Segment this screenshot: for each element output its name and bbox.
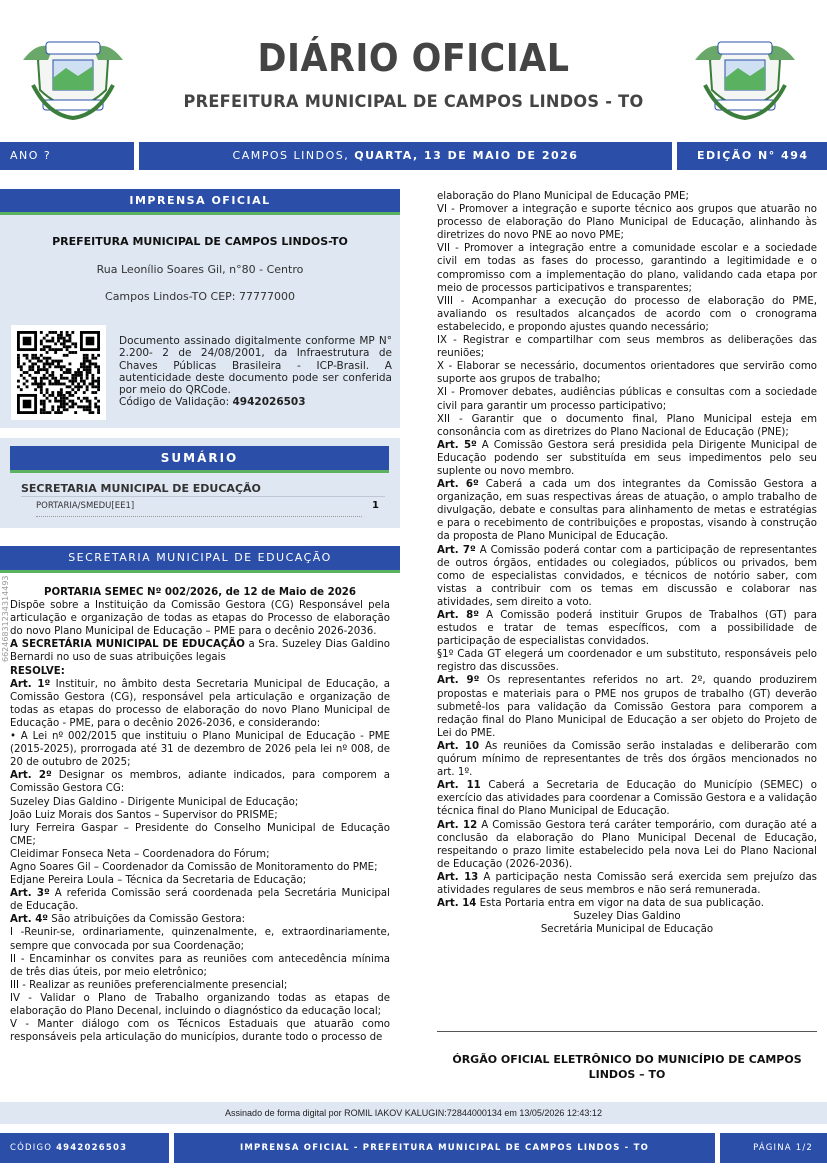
imprensa-name: PREFEITURA MUNICIPAL DE CAMPOS LINDOS-TO: [52, 235, 348, 248]
article-text: A referida Comissão será coordenada pela Secretária Municipal de Educação.: [10, 888, 390, 913]
page-title: DIÁRIO OFICIAL: [257, 36, 570, 80]
article-label: Art. 14: [437, 898, 477, 910]
article-text: Designar os membros, adiante indicados, para comporem a Comissão Gestora CG:: [10, 770, 390, 795]
list-item: elaboração do Plano Municipal de Educação PME;: [437, 191, 689, 202]
organ-label: ÓRGÃO OFICIAL ELETRÔNICO DO MUNICÍPIO DE CAMPOS LINDOS – TO: [452, 1053, 802, 1081]
list-item: VII - Promover a integração entre a comunidade escolar e a sociedade civil em todas as fases do processo, garantindo a legitimidade e o compromisso com a implementação do plano, validando cada etapa por meio de processos participativos e transparentes;: [437, 243, 817, 294]
article-8: [437, 609, 817, 648]
article-8-paragraph: §1º Cada GT elegerá um coordenador e um substituto, responsáveis pelo registro das discussões.: [437, 649, 817, 674]
article-label: Art. 9º: [437, 675, 480, 687]
document-column-left: [10, 586, 390, 1044]
vertical-code: 66246831234314493: [1, 575, 10, 662]
list-item: VI - Promover a integração e suporte técnico aos grupos que atuarão no processo de elaboração do Plano Municipal de Educação, alinhando às diretrizes do novo PNE ao novo PME;: [437, 204, 817, 242]
list-item: XII - Garantir que o documento final, Plano Municipal esteja em consonância com as diretrizes do Plano Nacional de Educação (PNE);: [437, 413, 817, 438]
section-heading: SECRETARIA MUNICIPAL DE EDUCAÇÃO: [0, 546, 400, 573]
digital-signature-line: Assinado de forma digital por ROMIL IAKOV KALUGIN:72844000134 em 13/05/2026 12:43:12: [0, 1102, 827, 1124]
list-item: IX - Registrar e compartilhar com seus membros as deliberações das reuniões;: [437, 335, 817, 360]
article-label: Art. 5º: [437, 439, 477, 451]
article-9: [437, 674, 817, 739]
article-12: [437, 819, 817, 871]
document-column-right: [437, 190, 817, 936]
summary-section: SECRETARIA MUNICIPAL DE EDUCAÇÃO: [21, 482, 261, 495]
article-6: [437, 478, 817, 543]
article-text: A Comissão poderá contar com a participação de representantes de outros órgãos, entidades ou colegiados, públicos ou privados, bem como de especialistas convidados, e técnicos de notório saber, com vistas a contribuir com os temas em discussão e colaborar nas atividades, sem direito a voto.: [437, 544, 817, 608]
imprensa-heading: IMPRENSA OFICIAL: [0, 189, 400, 215]
list-item: XI - Promover debates, audiências públicas e consultas com a sociedade civil para garantir um processo participativo;: [437, 387, 817, 412]
imprensa-address: Rua Leonílio Soares Gil, n°80 - Centro: [96, 263, 304, 276]
member-item: Suzeley Dias Galdino - Dirigente Municipal de Educação;: [10, 796, 299, 808]
article-text: A Comissão Gestora será presidida pela Dirigente Municipal de Educação podendo ser substituída em seus impedimentos pelo seu suplente ou novo membro.: [437, 439, 817, 477]
municipal-crest-icon: [18, 30, 128, 125]
signature-notice: [119, 335, 392, 409]
footer-code-value: 4942026503: [56, 1143, 128, 1153]
article-text: Esta Portaria entra em vigor na data de sua publicação.: [476, 898, 764, 910]
document-ementa: Dispõe sobre a Instituição da Comissão Gestora (CG) Responsável pela articulação e organização de todas as etapas do Processo de elaboração do novo Plano Municipal de Educação – PME para o decênio 2026-2036.: [10, 600, 390, 638]
member-item: João Luiz Morais dos Santos – Supervisor do PRISME;: [10, 809, 278, 821]
footer-code: [0, 1133, 169, 1163]
article-text: Caberá a cada um dos integrantes da Comissão Gestora a organização, em suas respectivas áreas de atuação, o amplo trabalho de divulgação, debate e consultas para alinhamento de metas e estratégias e para o recebimento de contribuições e propostas, visando à construção da proposta de Plano Municipal de Educação.: [437, 479, 818, 543]
article-label: Art. 6º: [437, 479, 479, 491]
summary-heading: SUMÁRIO: [10, 446, 389, 473]
article-14: [437, 897, 817, 910]
article-13: [437, 871, 817, 897]
list-item: IV - Validar o Plano de Trabalho organizando todas as etapas de elaboração do Plano Decenal, incluindo o diagnóstico da educação local;: [10, 992, 390, 1017]
article-label: Art. 1º: [10, 678, 51, 690]
article-text: Caberá a Secretaria de Educação do Município (SEMEC) o exercício das atividades para coordenar a Comissão Gestora e a validação técnica final do Plano Municipal de Educação.: [437, 780, 817, 818]
article-label: Art. 2º: [10, 770, 52, 782]
article-text: Os representantes referidos no art. 2º, quando produzirem propostas e materiais para o PME nos grupos de trabalho (GT) deverão submetê-los para validação da Comissão Gestora para comporem a redação final do Plano Municipal de Educação a ser objeto do Projeto de Lei do PME.: [437, 675, 817, 739]
article-label: Art. 10: [437, 740, 480, 752]
member-item: Cleidimar Fonseca Neta – Coordenadora do Fórum;: [10, 848, 270, 860]
article-5: [437, 439, 817, 478]
article-text: Instituir, no âmbito desta Secretaria Municipal de Educação, a Comissão Gestora (CG), responsável pela articulação e organização de todas as etapas do processo de elaboração do novo Plano Municipal de Educação - PME, para o decênio 2026-2036, e considerando:: [10, 678, 390, 729]
resolve-label: RESOLVE:: [10, 665, 65, 677]
imprensa-city-cep: Campos Lindos-TO CEP: 77777000: [105, 290, 295, 303]
article-1-bullet: • A Lei nº 002/2015 que instituiu o Plano Municipal de Educação - PME (2015-2025), prorrogada até 31 de dezembro de 2026 pela lei nº 008, de 20 de outubro de 2025;: [10, 731, 390, 769]
article-label: Art. 8º: [437, 610, 479, 621]
article-label: Art. 12: [437, 819, 478, 831]
article-text: As reuniões da Comissão serão instaladas e deliberarão com quórum mínimo de representantes de três dos órgãos mencionados no art. 1º.: [437, 740, 817, 779]
date-bar: [139, 142, 672, 170]
date-label: QUARTA, 13 DE MAIO DE 2026: [354, 149, 579, 162]
signer-name: Suzeley Dias Galdino: [573, 911, 681, 923]
article-1: [10, 678, 390, 730]
authority-paragraph: [10, 638, 390, 664]
member-item: Iury Ferreira Gaspar – Presidente do Conselho Municipal de Educação CME;: [10, 822, 390, 847]
document-title: PORTARIA SEMEC Nº 002/2026, de 12 de Maio de 2026: [44, 587, 356, 598]
year-label: ANO ?: [0, 142, 134, 170]
page-subtitle: PREFEITURA MUNICIPAL DE CAMPOS LINDOS - TO: [183, 92, 644, 112]
article-10: [437, 740, 817, 779]
article-2: [10, 769, 390, 795]
article-text: São atribuições da Comissão Gestora:: [48, 914, 246, 926]
authority-bold: A SECRETÁRIA MUNICIPAL DE EDUCAÇÃO: [10, 639, 245, 651]
qr-code-graphic: [17, 331, 100, 414]
footer-code-label: CÓDIGO: [10, 1143, 53, 1153]
summary-item-page: 1: [372, 500, 379, 511]
list-item: VIII - Acompanhar a execução do processo de elaboração do PME, avaliando os resultados alcançados de acordo com o cronograma estabelecido, e propondo ajustes quando necessário;: [437, 295, 817, 333]
article-label: Art. 13: [437, 871, 479, 883]
authority-rest: a Sra. Suzeley Dias Galdino Bernardi no uso de suas atribuições legais: [10, 639, 390, 664]
qr-code-icon[interactable]: [11, 325, 106, 420]
edition-label: EDIÇÃO N° 494: [677, 142, 827, 170]
article-11: [437, 779, 817, 818]
divider: [437, 1031, 817, 1032]
article-label: Art. 7º: [437, 544, 476, 556]
footer-center: IMPRENSA OFICIAL - PREFEITURA MUNICIPAL DE CAMPOS LINDOS - TO: [174, 1133, 715, 1163]
list-item: III - Realizar as reuniões preferencialmente presencial;: [10, 979, 288, 991]
divider: [36, 516, 362, 517]
article-text: A Comissão poderá instituir Grupos de Trabalhos (GT) para estudos e tratar de temas específicos, com a possibilidade de participação de especialistas convidados.: [437, 610, 817, 648]
validation-code: 4942026503: [232, 396, 306, 409]
city-label: CAMPOS LINDOS,: [232, 149, 350, 162]
list-item: II - Encaminhar os convites para as reuniões com antecedência mínima de três dias úteis, por meio eletrônico;: [10, 953, 390, 978]
article-7: [437, 544, 817, 609]
member-item: Edjane Pereira Loula – Técnica da Secretaria de Educação;: [10, 875, 307, 887]
article-label: Art. 11: [437, 780, 481, 792]
footer-page: PÁGINA 1/2: [720, 1133, 827, 1163]
signature-text: Documento assinado digitalmente conforme MP N° 2.200- 2 de 24/08/2001, da Infraestrutura de Chaves Públicas Brasileira - ICP-Brasil. A autenticidade deste documento pode ser conferida por meio do QRCode.: [119, 335, 392, 397]
article-3: [10, 887, 390, 913]
municipal-crest-icon: [690, 30, 800, 125]
list-item: V - Manter diálogo com os Técnicos Estaduais que atuarão como responsáveis pela articulação do municípios, durante todo o processo de: [10, 1019, 390, 1044]
divider: [21, 496, 385, 497]
member-item: Agno Soares Gil – Coordenador da Comissão de Monitoramento do PME;: [10, 861, 378, 873]
article-4: [10, 913, 390, 926]
list-item: I -Reunir-se, ordinariamente, quinzenalmente, e, extraordinariamente, sempre que convocada por sua Coordenação;: [10, 927, 390, 952]
article-label: Art. 3º: [10, 888, 50, 900]
list-item: X - Elaborar se necessário, documentos orientadores que servirão como suporte aos grupos de trabalho;: [437, 361, 817, 386]
validation-label: Código de Validação:: [119, 396, 230, 409]
article-label: Art. 4º: [10, 914, 49, 926]
signer-role: Secretária Municipal de Educação: [540, 924, 714, 936]
article-text: A Comissão Gestora terá caráter temporário, com duração até a conclusão da elaboração do Plano Municipal Decenal de Educação, respeitando o prazo limite estabelecido pela nova Lei do Plano Nacional de Educação (2026-2036).: [437, 819, 817, 870]
summary-item-link[interactable]: PORTARIA/SMEDU[EE1]: [36, 501, 135, 511]
article-text: A participação nesta Comissão será exercida sem prejuízo das atividades regulares de seus membros e não será remunerada.: [437, 871, 817, 896]
